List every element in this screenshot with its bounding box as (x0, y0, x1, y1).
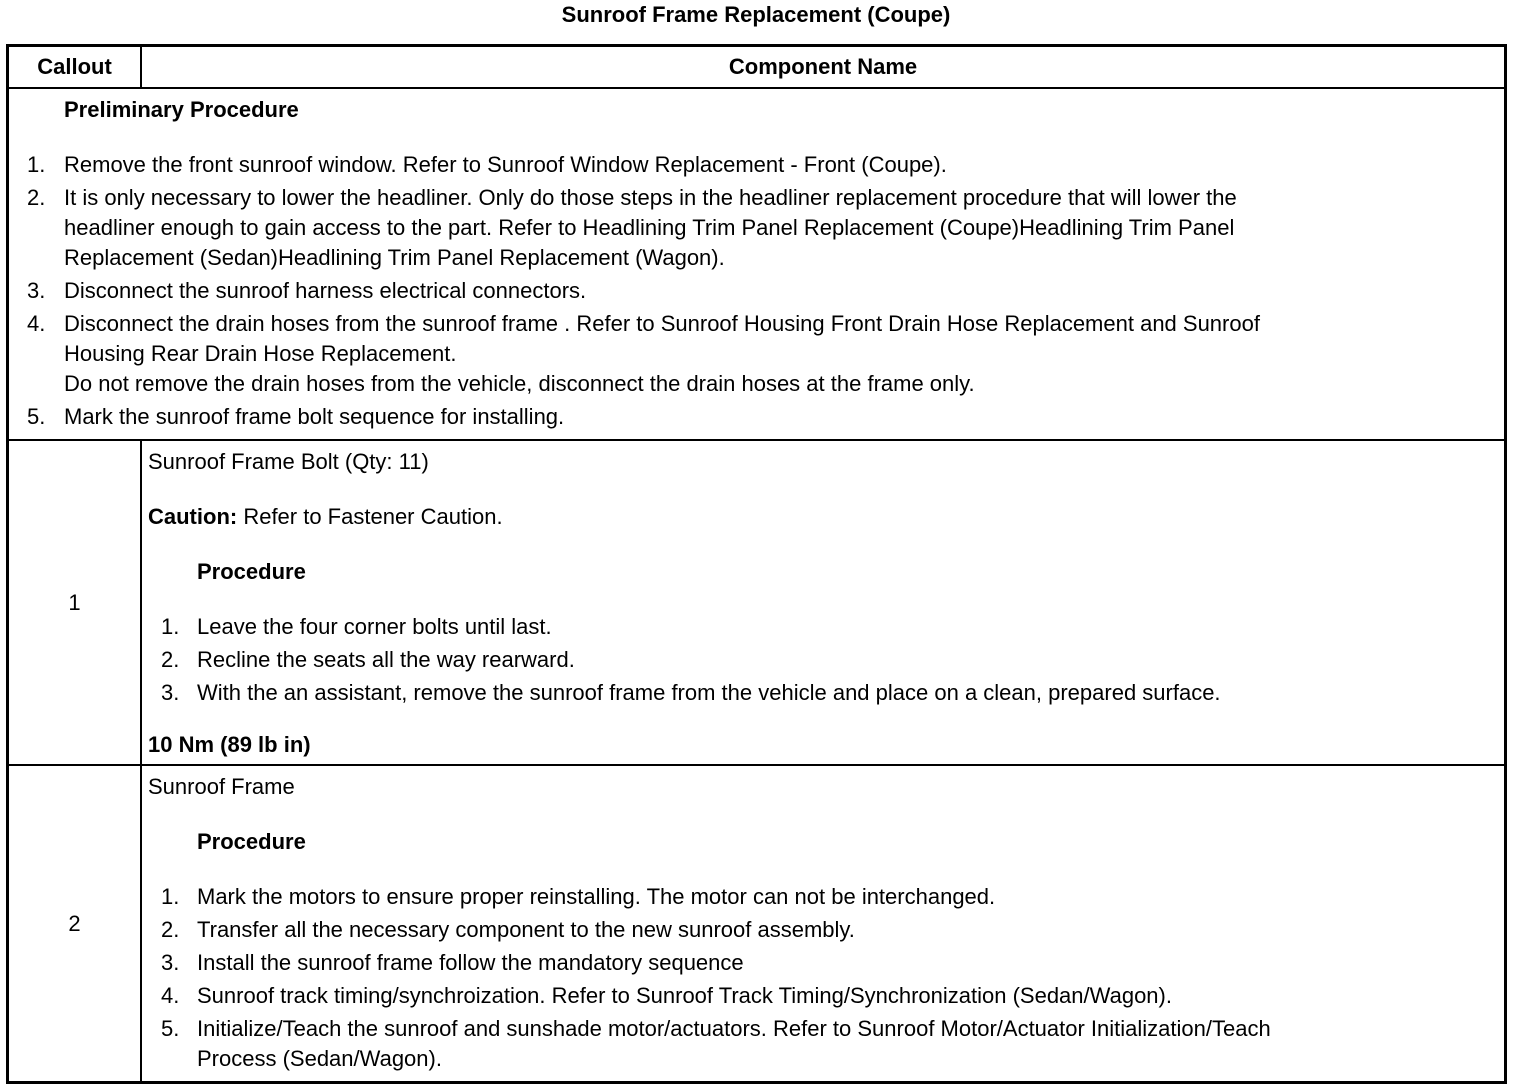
procedure-steps (148, 882, 1498, 1074)
component-table (6, 44, 1507, 1084)
step-number: 2. (161, 917, 180, 942)
step-number: 5. (161, 1016, 180, 1041)
caution-label: Caution: (148, 504, 238, 529)
step-text: Recline the seats all the way rearward. (197, 647, 575, 672)
table-row (8, 440, 1506, 765)
step-number: 5. (27, 404, 46, 429)
step-text: Housing Rear Drain Hose Replacement. (64, 341, 457, 366)
step-text: Remove the front sunroof window. Refer to Sunroof Window Replacement - Front (Coupe). (64, 152, 947, 177)
step-number: 4. (161, 983, 180, 1008)
list-item (148, 645, 1498, 675)
step-text: With the an assistant, remove the sunroof frame from the vehicle and place on a clean, prepared surface. (197, 680, 1221, 705)
step-number: 1. (161, 614, 180, 639)
table-header-row (8, 46, 1506, 89)
step-number: 3. (161, 950, 180, 975)
step-text: Transfer all the necessary component to the new sunroof assembly. (197, 917, 855, 942)
step-text: Mark the motors to ensure proper reinstalling. The motor can not be interchanged. (197, 884, 996, 909)
step-number: 2. (161, 647, 180, 672)
component-name: Sunroof Frame Bolt (Qty: 11) (148, 449, 429, 474)
step-text: Sunroof track timing/synchroization. Refer to Sunroof Track Timing/Synchronization (Sedan/Wagon). (197, 983, 1172, 1008)
component-name: Sunroof Frame (148, 774, 295, 799)
callout-cell: 1 (8, 440, 142, 765)
step-text: Leave the four corner bolts until last. (197, 614, 552, 639)
step-text: Initialize/Teach the sunroof and sunshade motor/actuators. Refer to Sunroof Motor/Actuator Initialization/Teach (197, 1016, 1271, 1041)
caution-note (148, 502, 1498, 532)
list-item (9, 309, 1504, 399)
step-text: Replacement (Sedan)Headlining Trim Panel Replacement (Wagon). (64, 245, 725, 270)
list-item (148, 981, 1498, 1011)
step-text: Process (Sedan/Wagon). (197, 1046, 442, 1071)
table-row (8, 765, 1506, 1083)
step-text: Disconnect the drain hoses from the sunroof frame . Refer to Sunroof Housing Front Drain Hose Replacement and Sunroof (64, 311, 1260, 336)
torque-spec: 10 Nm (89 lb in) (148, 732, 311, 757)
caution-text: Refer to Fastener Caution. (237, 504, 503, 529)
component-name-header: Component Name (141, 46, 1506, 89)
step-text: headliner enough to gain access to the part. Refer to Headlining Trim Panel Replacement (Coupe)Headlining Trim Panel (64, 215, 1235, 240)
component-cell (141, 440, 1506, 765)
list-item (148, 948, 1498, 978)
callout-header: Callout (8, 46, 142, 89)
step-text: Mark the sunroof frame bolt sequence for installing. (64, 404, 565, 429)
step-text: It is only necessary to lower the headliner. Only do those steps in the headliner replacement procedure that will lower the (64, 185, 1237, 210)
list-item (9, 150, 1504, 180)
step-number: 4. (27, 311, 46, 336)
callout-cell: 2 (8, 765, 142, 1083)
list-item (148, 915, 1498, 945)
preliminary-row (8, 88, 1506, 440)
step-number: 3. (161, 680, 180, 705)
step-number: 3. (27, 278, 46, 303)
preliminary-heading: Preliminary Procedure (64, 97, 299, 122)
step-text: Disconnect the sunroof harness electrical connectors. (64, 278, 587, 303)
list-item (9, 402, 1504, 432)
step-text: Do not remove the drain hoses from the vehicle, disconnect the drain hoses at the frame only. (64, 371, 975, 396)
list-item (148, 882, 1498, 912)
step-number: 1. (27, 152, 46, 177)
step-number: 1. (161, 884, 180, 909)
list-item (9, 183, 1504, 273)
preliminary-steps (9, 150, 1504, 432)
list-item (148, 612, 1498, 642)
list-item (9, 276, 1504, 306)
step-number: 2. (27, 185, 46, 210)
list-item (148, 678, 1498, 708)
component-cell (141, 765, 1506, 1083)
procedure-steps (148, 612, 1498, 708)
procedure-heading: Procedure (197, 559, 306, 584)
step-text: Install the sunroof frame follow the mandatory sequence (197, 950, 744, 975)
preliminary-cell (8, 88, 1506, 440)
page-title: Sunroof Frame Replacement (Coupe) (561, 2, 951, 27)
procedure-heading: Procedure (197, 829, 306, 854)
list-item (148, 1014, 1498, 1074)
